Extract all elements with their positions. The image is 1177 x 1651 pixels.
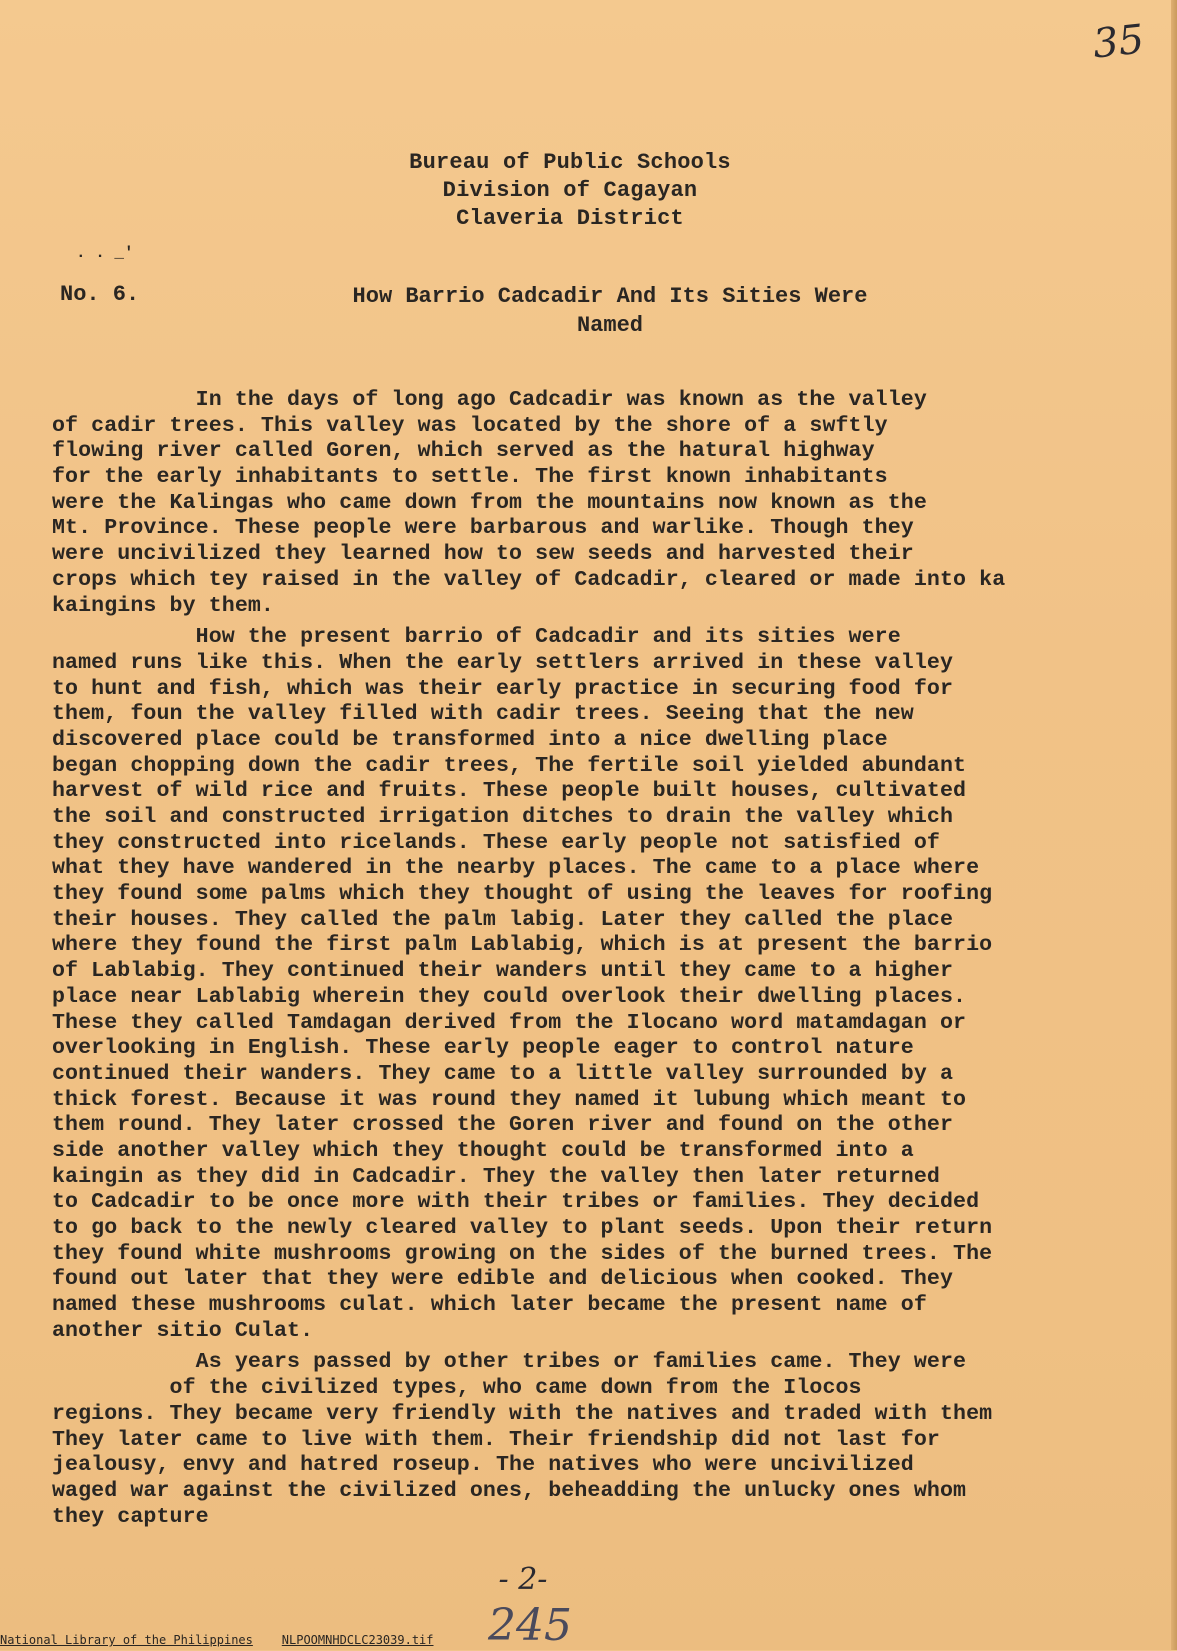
body-line: to hunt and fish, which was their early practice in securing food for (52, 676, 954, 701)
body-line: of Lablabig. They continued their wanders until they came to a higher (52, 959, 954, 984)
header-division: Division of Cagayan (442, 178, 698, 203)
body-line: they found some palms which they thought of using the leaves for roofing (52, 882, 993, 907)
body-line: continued their wanders. They came to a little valley surrounded by a (52, 1061, 954, 1086)
body-line: named these mushrooms culat. which later became the present name of (52, 1293, 927, 1318)
body-line: kaingins by them. (52, 593, 274, 618)
body-line: kaingin as they did in Cadcadir. They the valley then later returned (52, 1164, 940, 1189)
body-line: In the days of long ago Cadcadir was known as the valley (52, 388, 927, 412)
handwritten-page-number: 35 (1090, 16, 1147, 68)
body-line: jealousy, envy and hatred roseup. The natives who were uncivilized (52, 1453, 914, 1478)
page-edge (1171, 0, 1177, 1650)
body-line: How the present barrio of Cadcadir and its sities were (52, 625, 901, 650)
document-header (360, 149, 780, 233)
body-line: they constructed into ricelands. These early people not satisfied of (52, 830, 940, 855)
document-number: No. 6. (60, 282, 140, 307)
body-line: the soil and constructed irrigation ditches to drain the valley which (52, 805, 954, 829)
body-line: flowing river called Goren, which served as the hatural highway (52, 439, 875, 464)
document-body (52, 388, 1157, 1530)
body-line: waged war against the civilized ones, beheadding the unlucky ones whom (52, 1478, 967, 1503)
document-title (290, 282, 930, 340)
body-line: Mt. Province. These people were barbarous and warlike. Though they (52, 516, 914, 541)
body-line: named runs like this. When the early settlers arrived in these valley (52, 650, 954, 675)
body-line: what they have wandered in the nearby places. The came to a place where (52, 856, 980, 881)
body-line: where they found the first palm Lablabig, which is at present the barrio (52, 933, 993, 958)
body-line: of cadir trees. This valley was located by the shore of a swftly (52, 413, 888, 438)
header-bureau: Bureau of Public Schools (409, 150, 731, 175)
stray-marks: . . _' (76, 244, 134, 262)
body-line: them round. They later crossed the Goren river and found on the other (52, 1113, 954, 1138)
body-line: They later came to live with them. Their friendship did not last for (52, 1427, 940, 1452)
footer-credit (0, 1633, 700, 1647)
body-line: crops which tey raised in the valley of Cadcadir, cleared or made into ka (52, 567, 1006, 592)
body-line: to go back to the newly cleared valley to plant seeds. Upon their return (52, 1216, 993, 1240)
body-line: to Cadcadir to be once more with their tribes or families. They decided (52, 1190, 980, 1215)
handwritten-archive-number: 245 (488, 1600, 572, 1651)
body-line: found out later that they were edible and delicious when cooked. They (52, 1267, 954, 1292)
body-line: they capture (52, 1504, 209, 1529)
body-line: of the civilized types, who came down from the Ilocos (52, 1376, 862, 1401)
body-line: place near Lablabig wherein they could overlook their dwelling places. (52, 984, 967, 1009)
library-credit: National Library of the Philippines (0, 1633, 253, 1647)
body-line: As years passed by other tribes or families came. They were (52, 1350, 967, 1375)
body-line: they found white mushrooms growing on the sides of the burned trees. The (52, 1241, 993, 1266)
title-line-2: Named (576, 313, 643, 338)
body-line: side another valley which they thought could be transformed into a (52, 1138, 914, 1163)
body-line: harvest of wild rice and fruits. These people built houses, cultivated (52, 779, 967, 804)
body-line: were the Kalingas who came down from the mountains now known as the (52, 490, 927, 515)
body-line: discovered place could be transformed into a nice dwelling place (52, 727, 888, 752)
footer-page-number: - 2- (498, 1562, 548, 1597)
file-name: NLPOOMNHDCLC23039.tif (281, 1633, 434, 1647)
body-line: their houses. They called the palm labig. Later they called the place (52, 907, 954, 932)
body-line: were uncivilized they learned how to sew seeds and harvested their (52, 542, 914, 567)
body-line: another sitio Culat. (52, 1318, 314, 1343)
body-line: for the early inhabitants to settle. The first known inhabitants (52, 465, 888, 490)
body-line: These they called Tamdagan derived from the Ilocano word matamdagan or (52, 1010, 967, 1035)
body-line: thick forest. Because it was round they named it lubung which meant to (52, 1087, 967, 1112)
body-line: them, foun the valley filled with cadir trees. Seeing that the new (52, 702, 914, 727)
body-line: overlooking in English. These early people eager to control nature (52, 1036, 914, 1061)
body-line: regions. They became very friendly with the natives and traded with them (52, 1401, 993, 1426)
title-line-1: How Barrio Cadcadir And Its Sities Were (352, 284, 868, 309)
header-district: Claveria District (456, 206, 684, 231)
body-line: began chopping down the cadir trees, The fertile soil yielded abundant (52, 753, 967, 778)
